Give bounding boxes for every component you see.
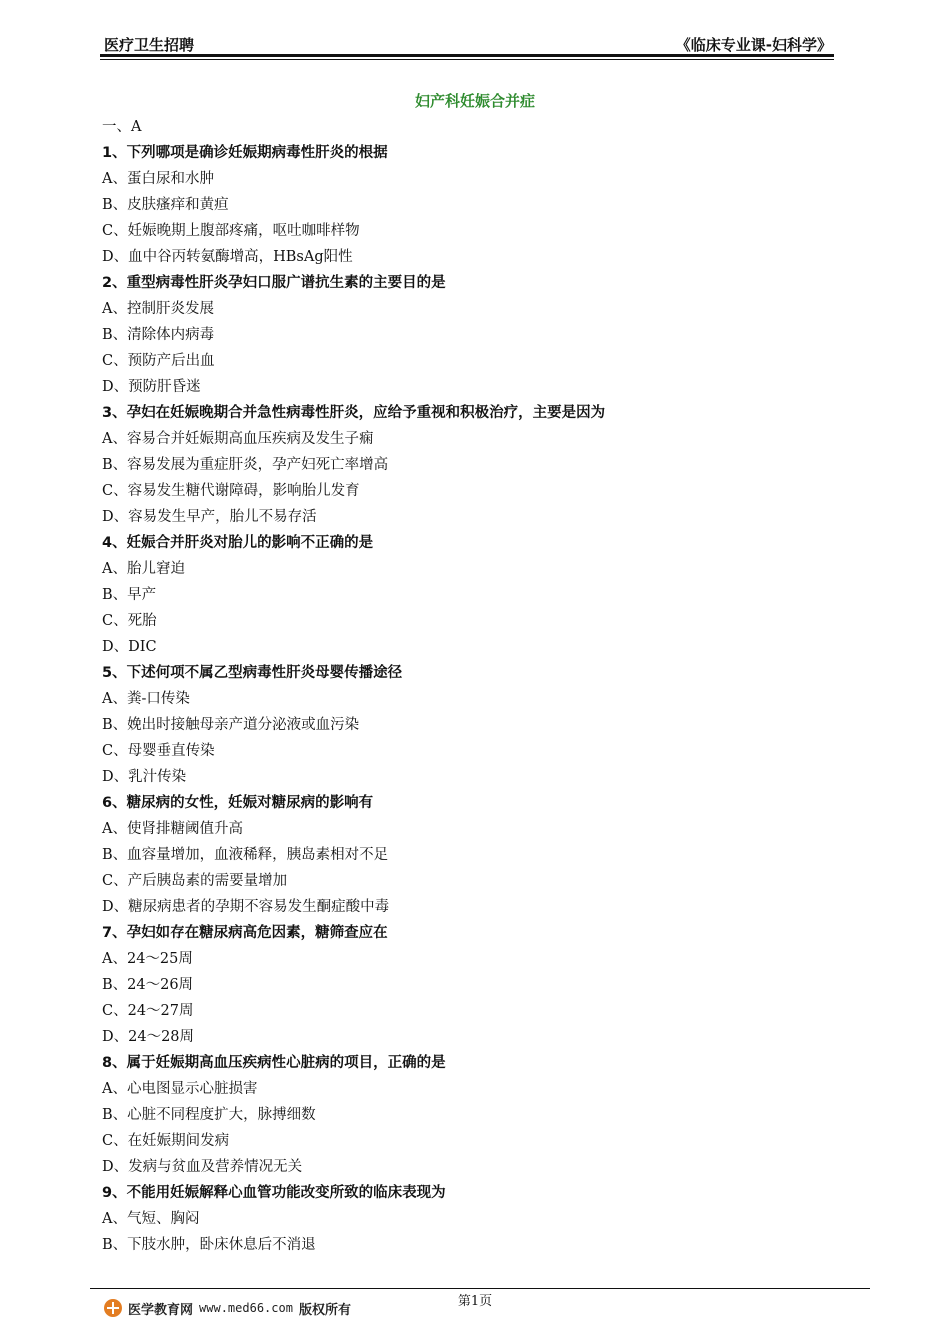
header-rule bbox=[100, 54, 834, 57]
option: C、死胎 bbox=[102, 613, 157, 629]
option: D、乳汁传染 bbox=[102, 769, 187, 785]
option: D、血中谷丙转氨酶增高，HBsAg阳性 bbox=[102, 249, 353, 265]
question: 5、下述何项不属乙型病毒性肝炎母婴传播途径 bbox=[102, 665, 403, 681]
option: A、使肾排糖阈值升高 bbox=[102, 821, 243, 837]
question: 8、属于妊娠期高血压疾病性心脏病的项目，正确的是 bbox=[102, 1055, 446, 1071]
option: D、发病与贫血及营养情况无关 bbox=[102, 1159, 303, 1175]
option: A、24～25周 bbox=[102, 951, 193, 967]
option: A、容易合并妊娠期高血压疾病及发生子痫 bbox=[102, 431, 374, 447]
option: B、娩出时接触母亲产道分泌液或血污染 bbox=[102, 717, 360, 733]
question: 1、下列哪项是确诊妊娠期病毒性肝炎的根据 bbox=[102, 145, 388, 161]
section-label: 一、A bbox=[102, 119, 142, 135]
footer-brand: 医学教育网 bbox=[128, 1302, 194, 1318]
question: 3、孕妇在妊娠晚期合并急性病毒性肝炎，应给予重视和积极治疗，主要是因为 bbox=[102, 405, 606, 421]
header-right-title: 《临床专业课-妇科学》 bbox=[675, 36, 832, 54]
question: 9、不能用妊娠解释心血管功能改变所致的临床表现为 bbox=[102, 1185, 446, 1201]
option: D、DIC bbox=[102, 639, 157, 655]
option: A、气短、胸闷 bbox=[102, 1211, 200, 1227]
option: B、皮肤瘙痒和黄疸 bbox=[102, 197, 229, 213]
option: A、胎儿窘迫 bbox=[102, 561, 185, 577]
option: D、糖尿病患者的孕期不容易发生酮症酸中毒 bbox=[102, 899, 390, 915]
footer-rights: 版权所有 bbox=[298, 1302, 351, 1318]
page-header bbox=[100, 28, 832, 54]
option: D、容易发生早产，胎儿不易存活 bbox=[102, 509, 317, 525]
question: 2、重型病毒性肝炎孕妇口服广谱抗生素的主要目的是 bbox=[102, 275, 446, 291]
footer-rule bbox=[90, 1288, 870, 1289]
option: C、预防产后出血 bbox=[102, 353, 215, 369]
question: 4、妊娠合并肝炎对胎儿的影响不正确的是 bbox=[102, 535, 374, 551]
option: B、血容量增加，血液稀释，胰岛素相对不足 bbox=[102, 847, 389, 863]
option: A、心电图显示心脏损害 bbox=[102, 1081, 258, 1097]
option: A、粪-口传染 bbox=[102, 691, 190, 707]
option: B、清除体内病毒 bbox=[102, 327, 215, 343]
header-rule-thin bbox=[100, 59, 834, 60]
header-left-title: 医疗卫生招聘 bbox=[104, 36, 195, 54]
page-number: 第1页 bbox=[457, 1294, 493, 1309]
option: C、产后胰岛素的需要量增加 bbox=[102, 873, 288, 889]
option: A、蛋白尿和水肿 bbox=[102, 171, 214, 187]
option: B、心脏不同程度扩大，脉搏细数 bbox=[102, 1107, 316, 1123]
option: B、容易发展为重症肝炎，孕产妇死亡率增高 bbox=[102, 457, 389, 473]
question: 6、糖尿病的女性，妊娠对糖尿病的影响有 bbox=[102, 795, 374, 811]
option: C、容易发生糖代谢障碍，影响胎儿发育 bbox=[102, 483, 360, 499]
option: C、24～27周 bbox=[102, 1003, 194, 1019]
page-footer bbox=[104, 1296, 351, 1320]
option: D、预防肝昏迷 bbox=[102, 379, 201, 395]
option: B、24～26周 bbox=[102, 977, 194, 993]
footer-url[interactable]: www.med66.com bbox=[199, 1301, 293, 1315]
question-list bbox=[102, 114, 862, 1258]
option: C、在妊娠期间发病 bbox=[102, 1133, 230, 1149]
option: A、控制肝炎发展 bbox=[102, 301, 214, 317]
document-title: 妇产科妊娠合并症 bbox=[414, 92, 535, 110]
question: 7、孕妇如存在糖尿病高危因素，糖筛查应在 bbox=[102, 925, 388, 941]
option: C、母婴垂直传染 bbox=[102, 743, 215, 759]
option: B、下肢水肿，卧床休息后不消退 bbox=[102, 1237, 316, 1253]
option: D、24～28周 bbox=[102, 1029, 195, 1045]
option: B、早产 bbox=[102, 587, 157, 603]
option: C、妊娠晚期上腹部疼痛，呕吐咖啡样物 bbox=[102, 223, 360, 239]
brand-logo-icon bbox=[104, 1299, 122, 1317]
